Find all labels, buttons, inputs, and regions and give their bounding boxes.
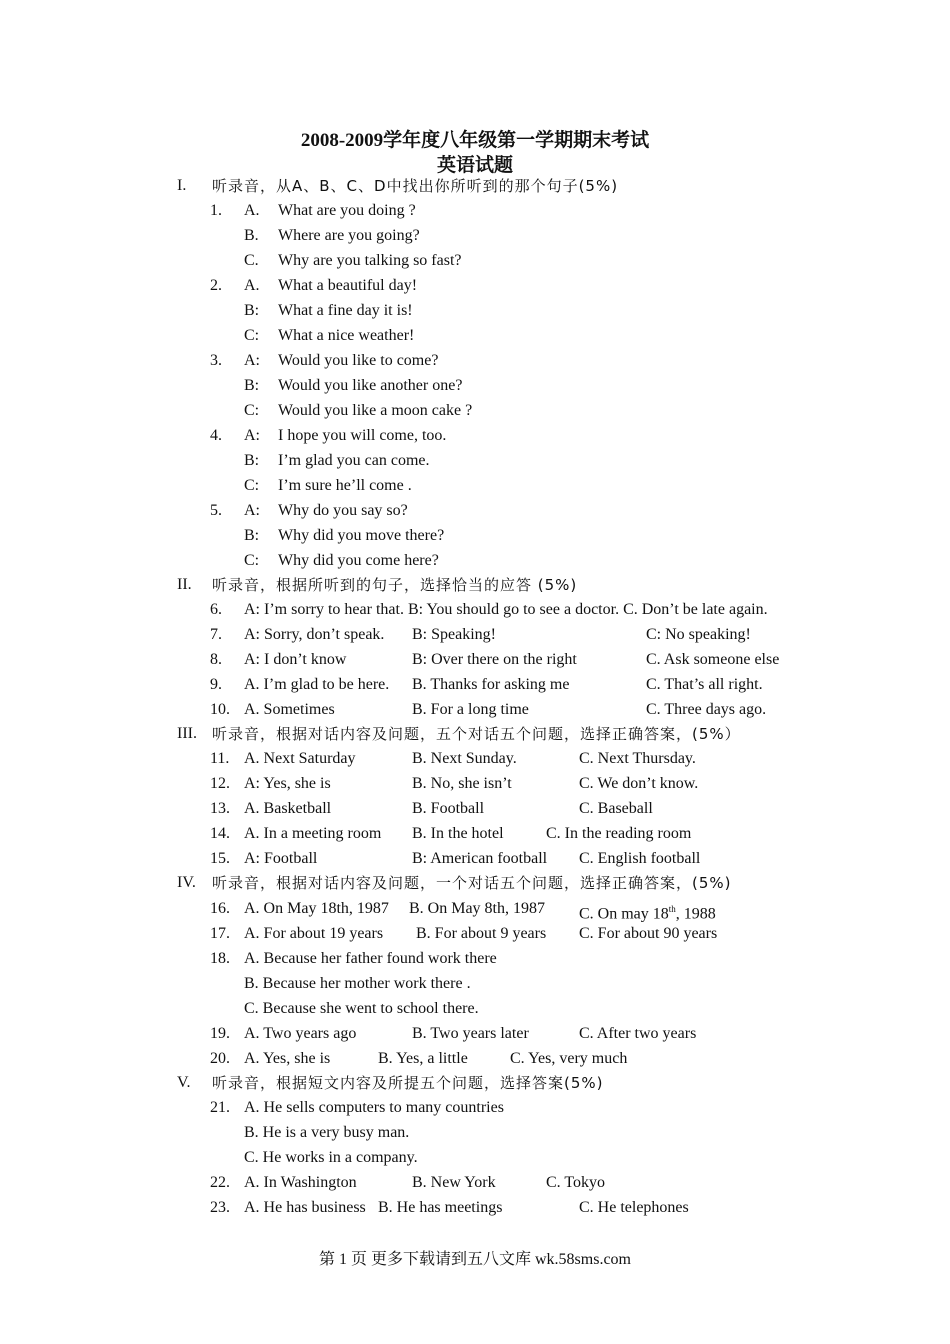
question-number: 13. [210, 800, 230, 817]
option-letter: B: [244, 452, 260, 469]
question-number: 6. [210, 601, 222, 618]
option-a: A: Sorry, don’t speak. [244, 626, 385, 643]
option-text: I’m glad you can come. [278, 452, 430, 469]
option-a: A. Sometimes [244, 701, 335, 718]
section-number: V. [177, 1074, 191, 1091]
option-c: C. Yes, very much [510, 1050, 628, 1067]
option-b: B. New York [412, 1174, 496, 1191]
option-letter: A: [244, 352, 260, 369]
option-c: C. In the reading room [546, 825, 692, 842]
option-b: B: American football [412, 850, 548, 867]
question-number: 23. [210, 1199, 230, 1216]
option-letter: C: [244, 477, 260, 494]
question-number: 12. [210, 775, 230, 792]
question-number: 14. [210, 825, 230, 842]
option-a: A. Two years ago [244, 1025, 357, 1042]
option-b: B. He has meetings [378, 1199, 503, 1216]
page-subtitle: 英语试题 [436, 155, 513, 176]
option-letter: B: [244, 302, 260, 319]
option-letter: A. [244, 277, 260, 294]
question-number: 7. [210, 626, 222, 643]
option-a: A. Next Saturday [244, 750, 356, 767]
option-c: C. On may 18th, 1988 [579, 904, 716, 923]
question-number: 8. [210, 651, 222, 668]
question-number: 3. [210, 352, 222, 369]
section-number: II. [177, 576, 192, 593]
question-number: 5. [210, 502, 222, 519]
option-letter: C: [244, 402, 260, 419]
question-number: 17. [210, 925, 230, 942]
option-text: Would you like another one? [278, 377, 463, 394]
option-a: A: I don’t know [244, 651, 347, 668]
page-title: 2008-2009学年度八年级第一学期期末考试 [300, 130, 650, 151]
option-c: C: No speaking! [646, 626, 751, 643]
option-c: C. That’s all right. [646, 676, 763, 693]
option-b: B. Football [412, 800, 485, 817]
option-letter: C: [244, 552, 260, 569]
option-text: Would you like to come? [278, 352, 439, 369]
option-c: C. Next Thursday. [579, 750, 696, 767]
question-number: 10. [210, 701, 230, 718]
section-instruction: 听录音，从A、B、C、D中找出你所听到的那个句子(5%) [212, 177, 619, 195]
section-number: III. [177, 725, 197, 742]
option-text: What a nice weather! [278, 327, 415, 344]
option-letter: C: [244, 327, 260, 344]
option-letter: B: [244, 377, 260, 394]
question-number: 4. [210, 427, 222, 444]
question-number: 22. [210, 1174, 230, 1191]
question-number: 2. [210, 277, 222, 294]
option-b: B. Thanks for asking me [412, 676, 570, 693]
option-b: B. Because her mother work there . [244, 975, 471, 992]
option-a: A. Basketball [244, 800, 332, 817]
option-a: A. For about 19 years [244, 925, 384, 942]
option-b: B. Next Sunday. [412, 750, 517, 767]
question-number: 9. [210, 676, 222, 693]
question-number: 15. [210, 850, 230, 867]
option-b: B. He is a very busy man. [244, 1124, 410, 1141]
section-number: I. [177, 177, 187, 194]
option-letter: B: [244, 527, 260, 544]
page-footer: 第 1 页 更多下载请到五八文库 wk.58sms.com [318, 1251, 631, 1268]
option-text: Would you like a moon cake ? [278, 402, 473, 419]
section-instruction: 听录音，根据所听到的句子，选择恰当的应答 (5%) [212, 576, 578, 594]
option-b: B: Speaking! [412, 626, 496, 643]
option-text: What are you doing ? [278, 202, 416, 219]
option-text: I hope you will come, too. [278, 427, 447, 444]
option-text: What a beautiful day! [278, 277, 418, 294]
question-number: 19. [210, 1025, 230, 1042]
question-number: 21. [210, 1099, 230, 1116]
option-b: B: Over there on the right [412, 651, 577, 668]
option-c: C. He works in a company. [244, 1149, 418, 1166]
question-number: 11. [210, 750, 230, 767]
option-b: B. For a long time [412, 701, 529, 718]
option-letter: C. [244, 252, 259, 269]
option-letter: B. [244, 227, 259, 244]
section-instruction: 听录音，根据短文内容及所提五个问题，选择答案(5%) [212, 1074, 604, 1092]
option-a: A: Football [244, 850, 318, 867]
option-c: C. Three days ago. [646, 701, 767, 718]
option-text: I’m sure he’ll come . [278, 477, 412, 494]
option-a: A: Yes, she is [244, 775, 331, 792]
option-b: B. In the hotel [412, 825, 504, 842]
option-c: C. Because she went to school there. [244, 1000, 479, 1017]
option-c: C. Tokyo [546, 1174, 606, 1191]
option-b: B. Yes, a little [378, 1050, 468, 1067]
ordinal-suffix: th [668, 904, 676, 914]
option-c: C. After two years [579, 1025, 697, 1042]
option-a: A. He sells computers to many countries [244, 1099, 504, 1116]
option-b: B. Two years later [412, 1025, 529, 1042]
question-number: 20. [210, 1050, 230, 1067]
question-options: A: I’m sorry to hear that. B: You should go to see a doctor. C. Don’t be late again. [244, 601, 768, 618]
option-c: C. For about 90 years [579, 925, 718, 942]
option-c: C. Ask someone else [646, 651, 780, 668]
option-a: A. In Washington [244, 1174, 357, 1191]
option-c: C. He telephones [579, 1199, 689, 1216]
option-a: A. Yes, she is [244, 1050, 331, 1067]
option-text: Where are you going? [278, 227, 420, 244]
option-text: Why are you talking so fast? [278, 252, 462, 269]
option-b: B. For about 9 years [416, 925, 547, 942]
option-b: B. On May 8th, 1987 [409, 900, 545, 917]
option-a: A. He has business [244, 1199, 366, 1216]
option-text: Why do you say so? [278, 502, 408, 519]
option-a: A. In a meeting room [244, 825, 382, 842]
section-instruction: 听录音，根据对话内容及问题，五个对话五个问题，选择正确答案，(5%） [212, 725, 741, 743]
option-a: A. Because her father found work there [244, 950, 497, 967]
section-instruction: 听录音，根据对话内容及问题，一个对话五个问题，选择正确答案，(5%) [212, 874, 732, 892]
question-number: 16. [210, 900, 230, 917]
option-text: What a fine day it is! [278, 302, 413, 319]
option-c: C. We don’t know. [579, 775, 699, 792]
option-b: B. No, she isn’t [412, 775, 512, 792]
question-number: 18. [210, 950, 230, 967]
option-letter: A: [244, 427, 260, 444]
section-number: IV. [177, 874, 196, 891]
option-a: A. On May 18th, 1987 [244, 900, 389, 917]
option-c: C. English football [579, 850, 701, 867]
option-letter: A. [244, 202, 260, 219]
option-text: Why did you come here? [278, 552, 439, 569]
option-letter: A: [244, 502, 260, 519]
question-number: 1. [210, 202, 222, 219]
option-text: Why did you move there? [278, 527, 445, 544]
option-a: A. I’m glad to be here. [244, 676, 390, 693]
option-c: C. Baseball [579, 800, 653, 817]
